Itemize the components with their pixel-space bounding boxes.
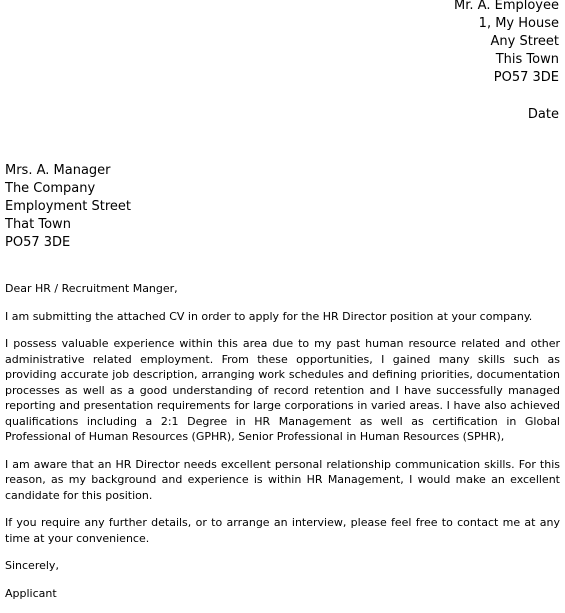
body-paragraph-experience: I possess valuable experience within this area due to my past human resource related and other administrative related employment. From these opportunities, I gained many skills such as providing accurate job description, arranging work schedules and defining priorities, documentation processes as well as a good understanding of record retention and I have successfully managed reporting and presentation requirements for large corporations in varied areas. I have also achieved qualifications including a 2:1 Degree in HR Management as well as certification in Global Professional of Human Resources (GPHR), Senior Professional in Human Resources (SPHR), [5, 337, 560, 443]
recipient-street: Employment Street [5, 199, 132, 214]
recipient-town: That Town [5, 217, 71, 232]
letter-body [5, 281, 560, 613]
signature: Applicant [5, 586, 57, 600]
sender-address-line-1: 1, My House [478, 16, 559, 31]
letter-date: Date [527, 107, 559, 122]
body-paragraph-suitability: I am aware that an HR Director needs excellent personal relationship communication skills. For this reason, as my background and experience is within HR Management, I would make an excellent candidate for this position. [5, 457, 560, 502]
recipient-postcode: PO57 3DE [5, 235, 71, 250]
recipient-address [5, 162, 131, 252]
sender-name: Mr. A. Employee [454, 0, 559, 13]
sender-address-postcode: PO57 3DE [493, 70, 559, 85]
closing: Sincerely, [5, 559, 59, 572]
sender-address-line-2: Any Street [490, 34, 559, 49]
sender-address-town: This Town [495, 52, 559, 67]
sender-address [454, 0, 559, 87]
recipient-name: Mrs. A. Manager [5, 163, 111, 178]
salutation: Dear HR / Recruitment Manger, [5, 282, 178, 295]
body-paragraph-contact: If you require any further details, or to arrange an interview, please feel free to contact me at any time at your convenience. [5, 516, 560, 545]
body-paragraph-intro: I am submitting the attached CV in order to apply for the HR Director position at your company. [5, 309, 533, 323]
recipient-company: The Company [5, 181, 96, 196]
